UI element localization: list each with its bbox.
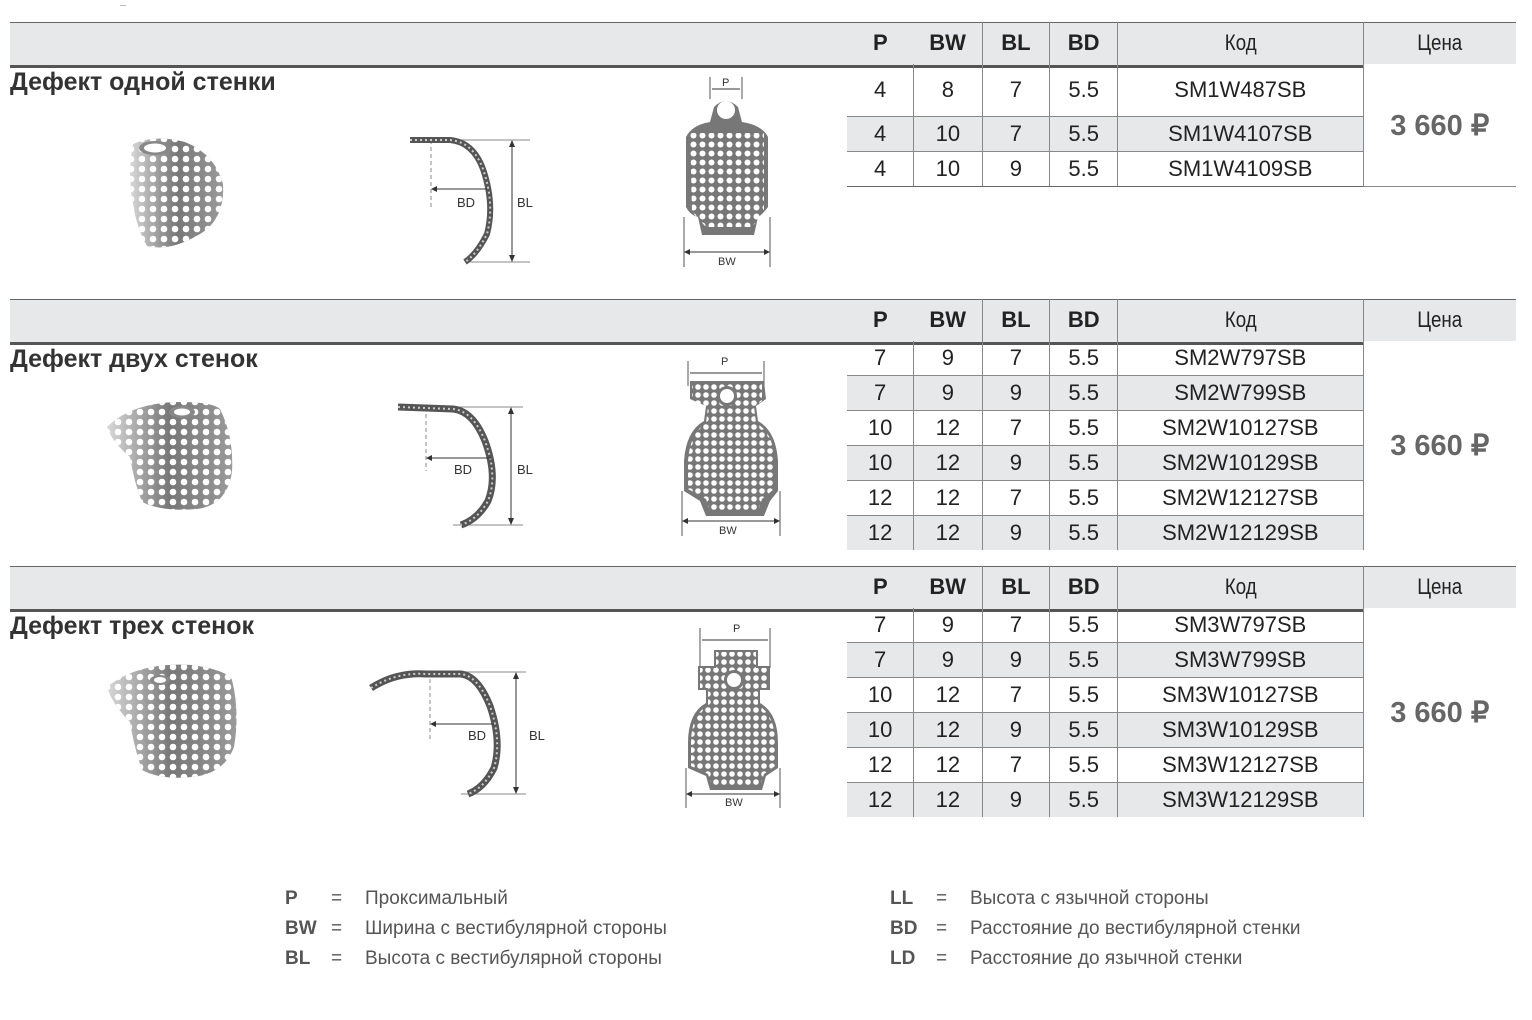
col-header-code: Код — [1136, 22, 1345, 64]
cell-code: SM3W12127SB — [1118, 748, 1363, 783]
cell-code: SM3W12129SB — [1118, 783, 1363, 818]
cell-code: SM1W487SB — [1118, 64, 1363, 117]
legend-text: Расстояние до вестибулярной стенки — [970, 918, 1301, 939]
cell-bw: 12 — [914, 748, 982, 783]
label-p: P — [722, 77, 730, 89]
col-header-p: P — [873, 30, 888, 55]
legend-abbr: P — [285, 888, 298, 909]
label-bd: BD — [454, 462, 473, 477]
legend-abbr: LD — [890, 948, 916, 969]
cell-bl: 7 — [982, 678, 1050, 713]
cell-code: SM3W10129SB — [1118, 713, 1363, 748]
table-row — [847, 64, 1516, 117]
col-header-bd: BD — [1050, 566, 1118, 608]
label-bd: BD — [457, 195, 476, 210]
section-title: Дефект одной стенки — [10, 68, 276, 96]
side-profile-diagram — [405, 134, 555, 269]
cell-p: 10 — [847, 678, 914, 713]
cell-bw: 10 — [914, 117, 982, 152]
cell-bw: 12 — [914, 411, 982, 446]
cell-bd: 5.5 — [1050, 411, 1118, 446]
label-bd: BD — [468, 728, 487, 743]
legend-abbr: LL — [890, 888, 914, 909]
col-header-p: P — [873, 574, 888, 599]
label-p: P — [733, 623, 741, 635]
legend-item — [890, 914, 1301, 944]
section-one-wall — [10, 22, 1516, 282]
legend-abbr: BD — [890, 918, 918, 939]
label-p: P — [721, 356, 729, 368]
cell-p: 12 — [847, 783, 914, 818]
cell-bd: 5.5 — [1050, 376, 1118, 411]
cell-bd: 5.5 — [1050, 152, 1118, 187]
legend-eq: = — [331, 918, 343, 939]
price-value: 3 660 ₽ — [1363, 64, 1516, 187]
table-row — [847, 341, 1516, 376]
spec-table — [847, 299, 1516, 550]
cell-bd: 5.5 — [1050, 516, 1118, 551]
legend-eq: = — [936, 888, 948, 909]
cell-bw: 12 — [914, 516, 982, 551]
cell-bw: 9 — [914, 376, 982, 411]
cell-bd: 5.5 — [1050, 678, 1118, 713]
table-header-row — [847, 299, 1516, 341]
legend-text: Высота с язычной стороны — [970, 888, 1209, 909]
legend-abbr: BW — [285, 918, 317, 939]
cell-bd: 5.5 — [1050, 748, 1118, 783]
col-header-bl: BL — [982, 299, 1050, 341]
cell-bd: 5.5 — [1050, 608, 1118, 643]
cell-code: SM2W10127SB — [1118, 411, 1363, 446]
col-header-code: Код — [1136, 566, 1345, 608]
cell-bw: 12 — [914, 713, 982, 748]
cell-bw: 10 — [914, 152, 982, 187]
legend-text: Ширина с вестибулярной стороны — [365, 918, 667, 939]
price-value: 3 660 ₽ — [1363, 341, 1516, 550]
spec-table — [847, 22, 1516, 187]
section-two-walls — [10, 299, 1516, 549]
cell-code: SM2W12129SB — [1118, 516, 1363, 551]
table-row — [847, 608, 1516, 643]
cell-bw: 12 — [914, 446, 982, 481]
label-bw: BW — [725, 797, 743, 808]
cell-p: 12 — [847, 481, 914, 516]
cell-bl: 7 — [982, 608, 1050, 643]
scan-artifact — [120, 5, 126, 6]
cell-bw: 9 — [914, 608, 982, 643]
matrix-3d-image — [102, 662, 252, 782]
label-bw: BW — [719, 525, 737, 536]
cell-bw: 8 — [914, 64, 982, 117]
cell-p: 10 — [847, 446, 914, 481]
legend-item — [285, 914, 667, 944]
table-header-row — [847, 22, 1516, 64]
cell-bl: 7 — [982, 481, 1050, 516]
legend-item — [890, 884, 1301, 914]
label-bl: BL — [529, 728, 545, 743]
cell-bl: 9 — [982, 376, 1050, 411]
label-bl: BL — [517, 195, 533, 210]
section-title: Дефект трех стенок — [10, 612, 255, 640]
flat-pattern-diagram — [680, 77, 780, 267]
cell-bd: 5.5 — [1050, 643, 1118, 678]
matrix-3d-image — [115, 134, 235, 254]
legend-abbr: BL — [285, 948, 311, 969]
matrix-3d-image — [102, 397, 252, 517]
cell-p: 7 — [847, 643, 914, 678]
cell-bl: 7 — [982, 117, 1050, 152]
col-header-bd: BD — [1050, 22, 1118, 64]
legend-text: Проксимальный — [365, 888, 508, 909]
label-bw: BW — [718, 256, 736, 267]
col-header-bw: BW — [929, 307, 966, 332]
cell-bl: 7 — [982, 411, 1050, 446]
col-header-price: Цена — [1375, 299, 1505, 341]
cell-p: 7 — [847, 341, 914, 376]
col-header-bw: BW — [929, 30, 966, 55]
cell-p: 4 — [847, 64, 914, 117]
cell-bw: 12 — [914, 783, 982, 818]
cell-p: 7 — [847, 376, 914, 411]
cell-bw: 9 — [914, 341, 982, 376]
col-header-price: Цена — [1375, 566, 1505, 608]
spec-table — [847, 566, 1516, 817]
cell-bl: 9 — [982, 643, 1050, 678]
cell-bd: 5.5 — [1050, 64, 1118, 117]
cell-bw: 12 — [914, 481, 982, 516]
col-header-p: P — [873, 307, 888, 332]
cell-bd: 5.5 — [1050, 783, 1118, 818]
section-title: Дефект двух стенок — [10, 345, 258, 373]
legend-item — [890, 944, 1301, 974]
cell-code: SM3W799SB — [1118, 643, 1363, 678]
legend-left — [285, 884, 667, 974]
flat-pattern-diagram — [680, 618, 790, 808]
cell-bl: 7 — [982, 341, 1050, 376]
legend-item — [285, 884, 667, 914]
cell-bl: 7 — [982, 748, 1050, 783]
cell-code: SM2W10129SB — [1118, 446, 1363, 481]
cell-bw: 12 — [914, 678, 982, 713]
cell-p: 12 — [847, 748, 914, 783]
cell-bl: 9 — [982, 152, 1050, 187]
cell-code: SM1W4109SB — [1118, 152, 1363, 187]
cell-bd: 5.5 — [1050, 713, 1118, 748]
cell-bl: 9 — [982, 446, 1050, 481]
cell-bl: 9 — [982, 783, 1050, 818]
cell-code: SM1W4107SB — [1118, 117, 1363, 152]
cell-bd: 5.5 — [1050, 341, 1118, 376]
side-profile-diagram — [393, 401, 553, 531]
legend-eq: = — [331, 948, 343, 969]
cell-bl: 9 — [982, 713, 1050, 748]
flat-pattern-diagram — [678, 351, 788, 536]
cell-p: 10 — [847, 713, 914, 748]
price-value: 3 660 ₽ — [1363, 608, 1516, 817]
legend-text: Расстояние до язычной стенки — [970, 948, 1243, 969]
cell-code: SM3W797SB — [1118, 608, 1363, 643]
section-three-walls — [10, 566, 1516, 826]
cell-bd: 5.5 — [1050, 446, 1118, 481]
cell-code: SM2W12127SB — [1118, 481, 1363, 516]
cell-code: SM2W797SB — [1118, 341, 1363, 376]
col-header-bd: BD — [1050, 299, 1118, 341]
cell-code: SM3W10127SB — [1118, 678, 1363, 713]
cell-p: 4 — [847, 152, 914, 187]
table-header-row — [847, 566, 1516, 608]
legend-eq: = — [331, 888, 343, 909]
cell-bd: 5.5 — [1050, 117, 1118, 152]
legend-item — [285, 944, 667, 974]
col-header-bw: BW — [929, 574, 966, 599]
cell-p: 12 — [847, 516, 914, 551]
col-header-code: Код — [1136, 299, 1345, 341]
cell-p: 4 — [847, 117, 914, 152]
legend-right — [890, 884, 1301, 974]
label-bl: BL — [517, 462, 533, 477]
legend-eq: = — [936, 948, 948, 969]
side-profile-diagram — [366, 666, 556, 801]
cell-p: 7 — [847, 608, 914, 643]
legend-eq: = — [936, 918, 948, 939]
col-header-price: Цена — [1374, 22, 1504, 64]
cell-bl: 9 — [982, 516, 1050, 551]
cell-bd: 5.5 — [1050, 481, 1118, 516]
col-header-bl: BL — [982, 566, 1050, 608]
legend-text: Высота с вестибулярной стороны — [365, 948, 662, 969]
cell-bw: 9 — [914, 643, 982, 678]
cell-bl: 7 — [982, 64, 1050, 117]
cell-code: SM2W799SB — [1118, 376, 1363, 411]
col-header-bl: BL — [982, 22, 1050, 64]
cell-p: 10 — [847, 411, 914, 446]
